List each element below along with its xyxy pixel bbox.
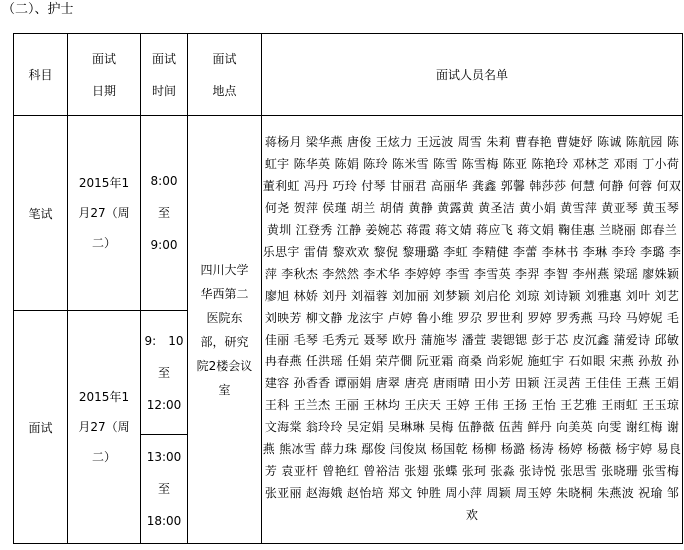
header-row [14,34,683,116]
header-date-line2: 日期 [91,83,116,98]
header-subject: 科目 [14,34,68,116]
interview-time [141,311,188,544]
header-date [68,34,141,116]
header-time [141,34,188,116]
header-names: 面试人员名单 [262,34,683,116]
interview-date: 2015年1 月27（周 二） [68,311,141,544]
header-time-line2: 时间 [151,83,176,98]
written-exam-row [14,116,683,311]
venue-cell: 四川大学 华西第二 医院东 部，研究 院2楼会议 室 [188,116,262,544]
section-heading: （二）、护士 [2,2,74,17]
header-place-line1: 面试 [212,51,237,66]
written-subject: 笔试 [14,116,68,311]
header-place [188,34,262,116]
header-place-line2: 地点 [212,83,237,98]
interview-afternoon-slot: 13:00 至 18:00 [146,449,182,528]
interview-subject: 面试 [14,311,68,544]
candidate-names-list: 蒋杨月 梁华燕 唐俊 王炫力 王远波 周雪 朱莉 曹春艳 曹婕妤 陈诚 陈航园 陈虹宇 陈华英 陈娟 陈玲 陈米雪 陈雪 陈雪梅 陈亚 陈艳玲 邓林芝 邓雨 丁小荷 董利虹 冯丹 巧玲 付琴 甘丽君 高丽华 龚鑫 郭馨 韩莎莎 何慧 何静 何蓉 何双 何尧 贺萍 侯瑾 胡兰 胡倩 黄静 黄露黄 黄圣洁 黄小娟 黄雪萍 黄亚琴 黄玉琴 黄圳 江登秀 江静 姜婉芯 蒋霞 蒋文婧 蒋应飞 蒋文娟 鞠佳惠 兰晓丽 郎春兰 乐思宇 雷倩 黎欢欢 黎倪 黎珊璐 李虹 李精健 李蕾 李林书 李琳 李玲 李璐 李萍 李秋杰 李然然 李术华 李婷婷 李雪 李雪英 李羿 李智 李州燕 梁瑶 廖姝颖 廖旭 林娇 刘丹 刘福蓉 刘加丽 刘梦颖 刘启伦 刘琼 刘诗颖 刘雅惠 刘叶 刘艺 刘映芳 柳文静 龙泫宇 卢婷 鲁小维 罗尕 罗世利 罗婷 罗秀燕 马玲 马婷妮 毛佳丽 毛琴 毛秀元 聂琴 欧丹 蒲施岑 潘萱 裴锶锶 彭于芯 皮沉鑫 蒲爱诗 邱敏 冉春燕 任洪瑶 任娟 荣芹僩 阮亚霜 商桑 尚彩妮 施虹宇 石如眼 宋燕 孙敖 孙建容 孙香香 谭丽娟 唐翠 唐亮 唐雨晴 田小芳 田颖 汪灵茜 王佳佳 王燕 王娟 王科 王兰杰 王丽 王林均 王庆天 王婷 王伟 王扬 王怡 王艺雅 王雨虹 王玉琼 文海棠 翁玲玲 吴定娟 吴琳琳 吴梅 伍静薇 伍茜 鲜丹 向美英 向雯 谢红梅 谢燕 熊冰雪 薛力珠 鄢俊 闫俊岚 杨国乾 杨柳 杨潞 杨涛 杨婷 杨薇 杨宇婷 易良芳 袁亚杆 曾艳红 曾裕洁 张翅 张蝶 张珂 张淼 张诗悦 张思雪 张晓珊 张雪梅 张亚丽 赵海娥 赵怡培 郑文 钟胜 周小萍 周颖 周玉婷 朱晓桐 朱燕波 祝瑜 邹欢 [262,116,683,544]
interview-morning-slot: 9: 10 至 12:00 [141,312,187,435]
written-date: 2015年1 月27（周 二） [68,116,141,311]
header-time-line1: 面试 [151,51,176,66]
written-time: 8:00 至 9:00 [141,116,188,311]
schedule-table [13,33,683,544]
header-date-line1: 面试 [91,51,116,66]
